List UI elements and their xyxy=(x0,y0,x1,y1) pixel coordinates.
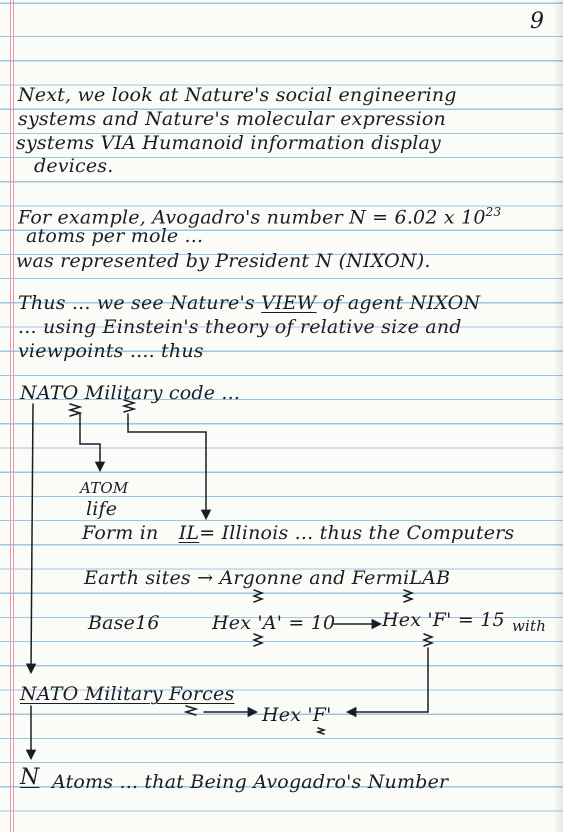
hex-a-label: Hex 'A' = 10 xyxy=(212,612,336,634)
squiggle-hex-f-bottom xyxy=(424,634,432,646)
connector-to-il xyxy=(128,414,206,518)
hex-f-label-2: Hex 'F' xyxy=(262,704,332,726)
exponent: 23 xyxy=(485,205,502,219)
squiggle-hex-a xyxy=(254,634,262,646)
paragraph-1-line-2: systems and Nature's molecular expression xyxy=(18,108,446,130)
paragraph-3-line-2: ... using Einstein's theory of relative size and xyxy=(18,316,462,338)
paragraph-1-line-4: devices. xyxy=(34,155,114,177)
agent-text: of agent NIXON xyxy=(322,292,481,314)
earth-sites-line: Earth sites → Argonne and FermiLAB xyxy=(84,567,451,589)
nato-military-forces: NATO Military Forces xyxy=(20,683,235,705)
nato-military-code: NATO Military code ... xyxy=(20,382,241,404)
view-word: VIEW xyxy=(261,292,317,314)
base16-label: Base16 xyxy=(88,612,160,634)
atoms-avogadro-line: Atoms ... that Being Avogadro's Number xyxy=(52,771,449,793)
squiggle-forces xyxy=(186,706,196,715)
arrow-nato-to-forces xyxy=(31,404,33,672)
paragraph-1-line-3: systems VIA Humanoid information display xyxy=(16,132,441,154)
squiggle-nato xyxy=(70,404,80,416)
squiggle-hex-f-2 xyxy=(318,728,324,734)
il-abbrev: IL xyxy=(178,522,200,544)
thus-text: Thus ... we see Nature's xyxy=(18,292,255,314)
paragraph-3-line-3: viewpoints .... thus xyxy=(18,340,204,362)
connector-hex-f-return xyxy=(348,648,428,712)
n-letter: N xyxy=(20,765,40,790)
page-number: 9 xyxy=(530,9,545,34)
with-label: with xyxy=(512,617,547,635)
life-label: life xyxy=(86,498,118,520)
avogadro-text: For example, Avogadro's number N = 6.02 x 10 xyxy=(18,206,486,229)
atom-label: ATOM xyxy=(80,479,129,497)
squiggle-argonne xyxy=(254,590,262,602)
connector-to-atom xyxy=(80,414,100,470)
hex-f-label: Hex 'F' = 15 xyxy=(382,609,505,631)
illinois-text: = Illinois ... thus the Computers xyxy=(199,522,515,544)
paragraph-2-line-2: atoms per mole ... xyxy=(26,225,204,247)
paragraph-2-line-3: was represented by President N (NIXON). xyxy=(16,250,431,272)
form-in-text: Form in xyxy=(82,522,159,544)
squiggle-hex-f-top xyxy=(404,590,412,602)
paragraph-1-line-1: Next, we look at Nature's social engineering xyxy=(18,84,457,106)
squiggle-military xyxy=(124,400,134,412)
